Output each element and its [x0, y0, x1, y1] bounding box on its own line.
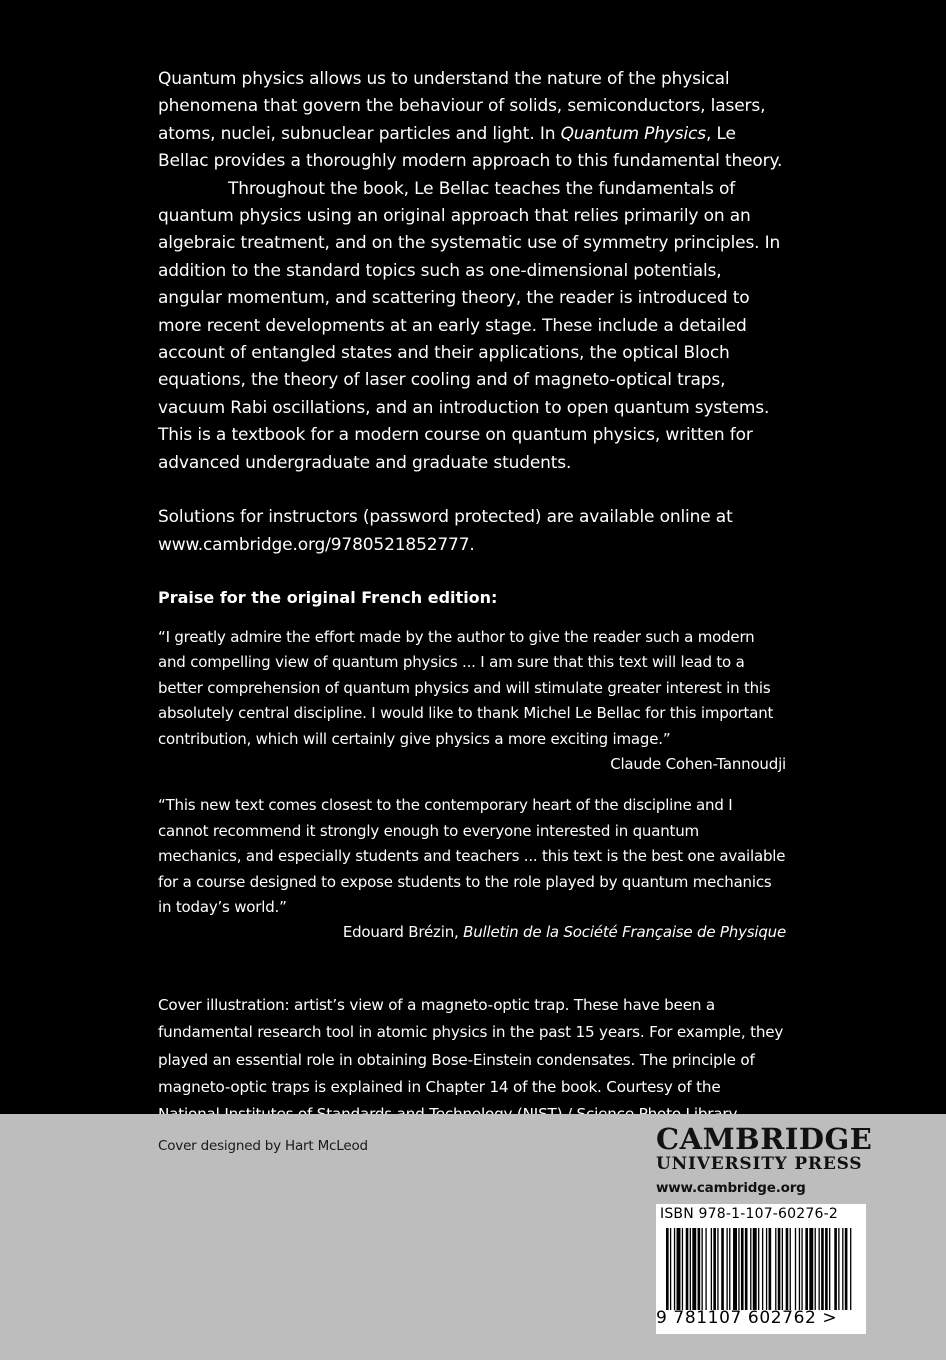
publisher-press: UNIVERSITY PRESS [656, 1154, 863, 1174]
blurb-paragraph-1 [158, 66, 786, 176]
barcode-bar [795, 1228, 796, 1310]
barcode-bar [733, 1228, 737, 1310]
blurb-paragraph-2: Throughout the book, Le Bellac teaches the fundamentals of quantum physics using an original approach that relies primarily on an algebraic treatment, and on the systematic use of symmetry principles. In addition to the standard topics such as one-dimensional potentials, angular momentum, and scattering theory, the reader is introduced to more recent developments at an early stage. These include a detailed account of entangled states and their applications, the optical Bloch equations, the theory of laser cooling and of magneto-optical traps, vacuum Rabi oscillations, and an introduction to open quantum systems. This is a textbook for a modern course on quantum physics, written for advanced undergraduate and graduate students. [158, 178, 781, 473]
barcode-bar [698, 1228, 701, 1310]
barcode-bar [711, 1228, 712, 1310]
barcode-bar [717, 1228, 718, 1310]
barcode-bar [750, 1228, 751, 1310]
barcode-bar [829, 1228, 830, 1310]
praise-quote-2 [158, 793, 786, 945]
barcode-bar [769, 1228, 772, 1310]
blurb-text: , Le Bellac provides a thoroughly modern approach to this fundamental theory. [158, 123, 783, 172]
barcode-bars [666, 1228, 854, 1310]
barcode-bar [842, 1228, 843, 1310]
barcode-bar [682, 1228, 683, 1310]
barcode-bar [762, 1228, 763, 1310]
cover-designer-credit: Cover designed by Hart McLeod [158, 1138, 368, 1154]
publisher-url: www.cambridge.org [656, 1180, 806, 1196]
barcode-bar [729, 1228, 730, 1310]
barcode-digits: 9 781107 602762 > [656, 1308, 838, 1328]
publisher-name: CAMBRIDGE [656, 1122, 873, 1156]
quote-author: Edouard Brézin, [342, 923, 464, 942]
barcode-bar [815, 1228, 816, 1310]
barcode-bar [701, 1228, 702, 1310]
isbn-label: ISBN 978-1-107-60276-2 [660, 1206, 838, 1222]
quote-author: Claude Cohen-Tannoudji [610, 754, 786, 773]
barcode-bar [819, 1228, 820, 1310]
barcode-bar [821, 1228, 824, 1310]
praise-heading: Praise for the original French edition: [158, 587, 498, 607]
barcode-bar [692, 1228, 696, 1310]
barcode-bar [713, 1228, 716, 1310]
barcode-bar [721, 1228, 724, 1310]
barcode-bar [782, 1228, 783, 1310]
barcode-bar [775, 1228, 776, 1310]
barcode-bar [705, 1228, 706, 1310]
barcode-bar [726, 1228, 727, 1310]
blurb-text: Quantum physics allows us to understand the nature of the physical phenomena that govern the behaviour of solids, semiconductors, lasers, atoms, nuclei, subnuclear particles and light. In [158, 69, 766, 144]
barcode-bar [758, 1228, 759, 1310]
publisher-logo [656, 1122, 873, 1196]
barcode-bar [741, 1228, 744, 1310]
barcode-bar [686, 1228, 689, 1310]
back-cover-footer [0, 1114, 946, 1360]
isbn-barcode [656, 1204, 866, 1334]
barcode-bar [845, 1228, 848, 1310]
barcode-bar [838, 1228, 839, 1310]
barcode-bar [786, 1228, 789, 1310]
quote-text: “This new text comes closest to the contemporary heart of the discipline and I cannot recommend it strongly enough to everyone interested in quantum mechanics, and especially students and teachers ... this text is the best one available for a course designed to expose students to the role played by quantum mechanics in today’s world.” [158, 796, 786, 916]
barcode-bar [805, 1228, 808, 1310]
barcode-bar [799, 1228, 800, 1310]
barcode-bar [670, 1228, 671, 1310]
quote-attribution [158, 920, 786, 945]
barcode-bar [825, 1228, 828, 1310]
barcode-bar [834, 1228, 837, 1310]
barcode-bar [766, 1228, 767, 1310]
back-cover-content [158, 66, 786, 1129]
barcode-bar [690, 1228, 691, 1310]
solutions-note: Solutions for instructors (password protected) are available online at www.cambridge.org/9780521852777. [158, 507, 733, 555]
barcode-bar [738, 1228, 739, 1310]
quote-source: Bulletin de la Société Française de Physique [463, 923, 786, 942]
praise-quote-1 [158, 625, 786, 777]
barcode-bar [745, 1228, 748, 1310]
quote-text: “I greatly admire the effort made by the author to give the reader such a modern and compelling view of quantum physics ... I am sure that this text will lead to a better comprehension of quantum physics and will stimulate greater interest in this absolutely central discipline. I would like to thank Michel Le Bellac for this important contribution, which will certainly give physics a more exciting image.” [158, 627, 774, 748]
barcode-bar [809, 1228, 813, 1310]
barcode-bar [850, 1228, 851, 1310]
barcode-bar [801, 1228, 802, 1310]
barcode-bar [753, 1228, 757, 1310]
barcode-bar [666, 1228, 669, 1310]
cover-illustration-note: Cover illustration: artist’s view of a magneto-optic trap. These have been a fundamental research tool in atomic physics in the past 15 years. For example, they played an essential role in obtaining Bose-Einstein condensates. The principle of magneto-optic traps is explained in Chapter 14 of the book. Courtesy of the [158, 995, 784, 1096]
book-blurb [158, 66, 786, 477]
barcode-bar [674, 1228, 675, 1310]
barcode-bar [677, 1228, 681, 1310]
barcode-bar [778, 1228, 781, 1310]
book-title-italic: Quantum Physics [560, 123, 706, 144]
barcode-bar [790, 1228, 791, 1310]
